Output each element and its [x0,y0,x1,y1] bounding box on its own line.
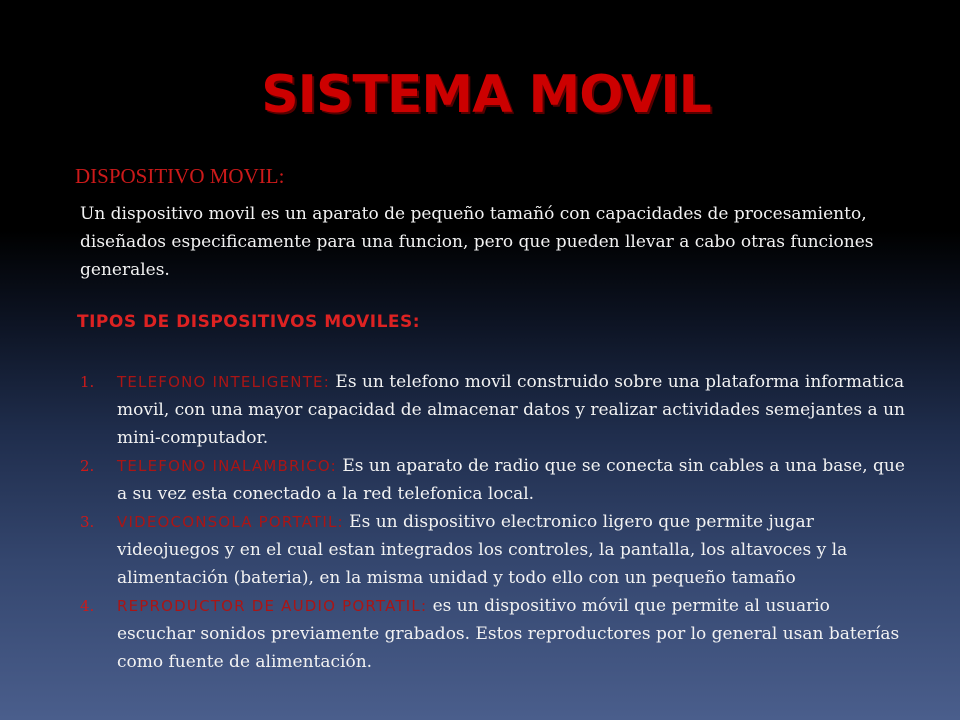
list-item-number: 2. [80,457,95,475]
list-item-text: Es un telefono movil construido sobre una plataforma informatica movil, con una mayor capacidad de almacenar datos y realizar actividades semejantes a un mini-computador. [117,372,905,448]
list-item-term: TELEFONO INALAMBRICO: [117,457,337,475]
list-item-number: 1. [80,373,95,391]
list-item-text: es un dispositivo móvil que permite al usuario escuchar sonidos previamente grabados. Estos reproductores por lo general usan baterías como fuente de alimentación. [117,596,900,672]
intro-paragraph: Un dispositivo movil es un aparato de pequeño tamañó con capacidades de procesamiento, diseñados especificamente para una funcion, pero que pueden llevar a cabo otras funciones generales. [80,204,874,280]
section-heading: TIPOS DE DISPOSITIVOS MOVILES: [77,312,421,332]
slide-title: SISTEMA MOVIL [261,65,711,125]
list-item-text: Es un aparato de radio que se conecta sin cables a una base, que a su vez esta conectado a la red telefonica local. [117,456,905,504]
list-item-term: REPRODUCTOR DE AUDIO PORTATIL: [117,597,428,615]
list-item-term: VIDEOCONSOLA PORTATIL: [117,513,344,531]
list-item [80,508,910,592]
list-item-number: 4. [80,597,95,615]
list-item [80,452,910,508]
list-item-text: Es un dispositivo electronico ligero que permite jugar videojuegos y en el cual estan integrados los controles, la pantalla, los altavoces y la alimentación (bateria), en la misma unidad y todo ello con un pequeño tamaño [117,512,848,588]
list-item-term: TELEFONO INTELIGENTE: [117,373,330,391]
list-item [80,368,910,452]
list-item-number: 3. [80,513,95,531]
list-item [80,592,910,676]
slide-subtitle: DISPOSITIVO MOVIL: [75,164,285,188]
device-types-list [80,368,910,676]
